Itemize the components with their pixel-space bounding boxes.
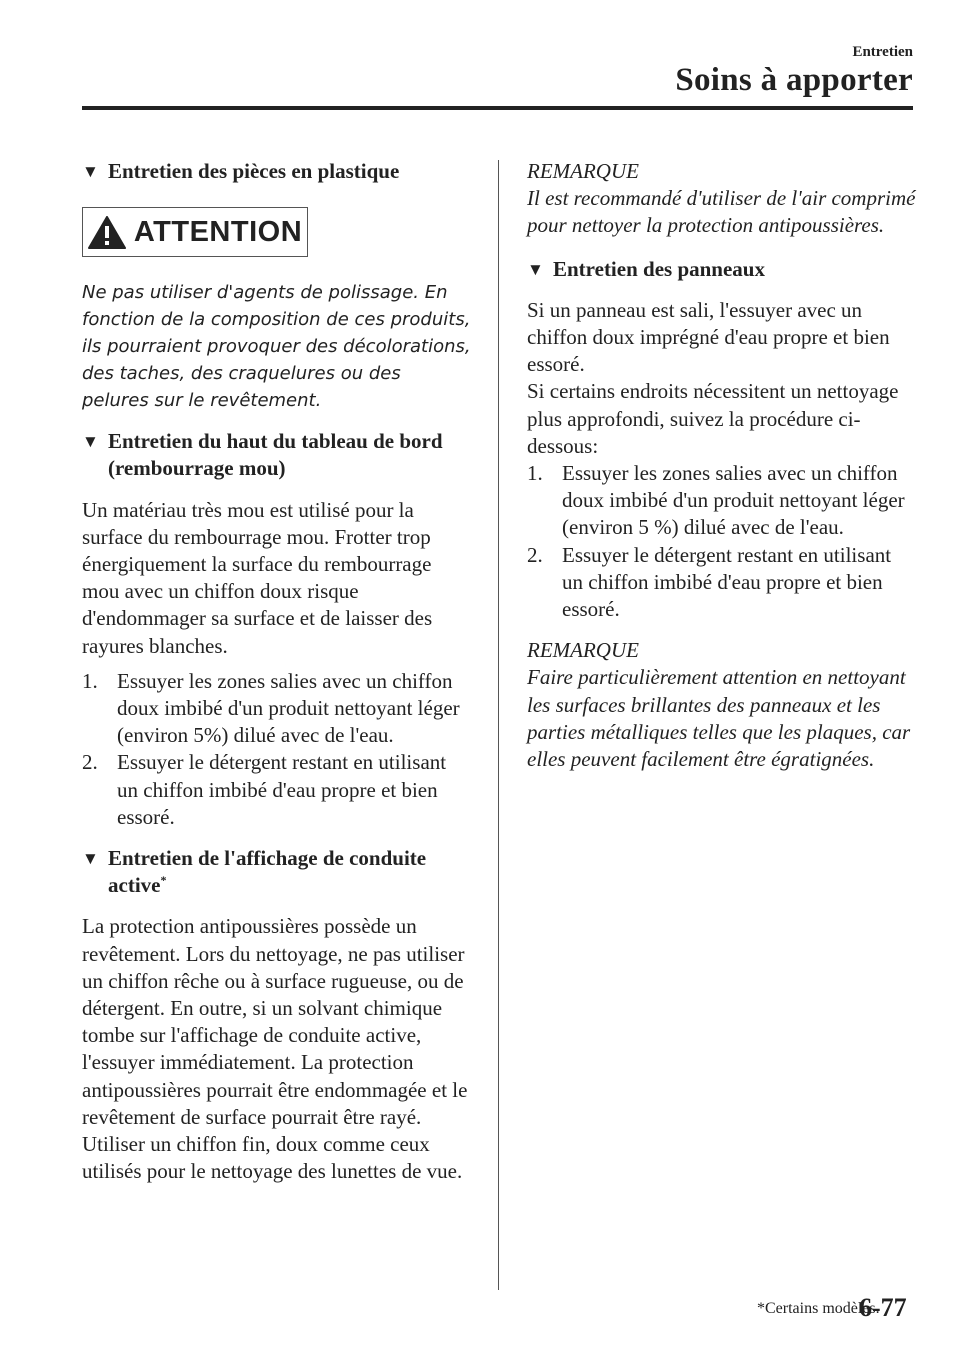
step-text: Essuyer le détergent restant en utilisant un chiffon imbibé d'eau propre et bien essoré. — [117, 750, 447, 829]
heading-text: Entretien des panneaux — [553, 256, 765, 281]
list-item — [527, 460, 917, 542]
triangle-down-icon: ▼ — [82, 849, 99, 869]
section-heading — [82, 158, 472, 185]
page-title: Soins à apporter — [675, 62, 913, 98]
step-number: 2. — [82, 750, 98, 775]
footnote-mark: * — [160, 873, 167, 888]
section-heading — [82, 428, 472, 482]
step-list — [82, 668, 472, 831]
header-section-label: Entretien — [852, 44, 913, 60]
triangle-down-icon: ▼ — [82, 162, 99, 181]
heading-text: Entretien de l'affichage de conduite active — [108, 846, 427, 898]
right-column — [527, 158, 917, 789]
note-text: Faire particulièrement attention en nettoyant les surfaces brillantes des panneaux et les parties métalliques telles que les plaques, car elles peuvent facilement être égratignées. — [527, 665, 911, 772]
triangle-down-icon: ▼ — [82, 432, 99, 452]
column-divider — [498, 160, 499, 1290]
paragraph: La protection antipoussières possède un revêtement. Lors du nettoyage, ne pas utiliser un chiffon rêche ou à surface rugueuse, ou de détergent. En outre, si un solvant chimique tombe sur l'affichage de conduite active, l'essuyer immédiatement. La protection antipoussières pourrait être endommagée et le revêtement de surface pourrait être rayé. Utiliser un chiffon fin, doux comme ceux utilisés pour le nettoyage des lunettes de vue. — [82, 914, 468, 1184]
step-text: Essuyer les zones salies avec un chiffon doux imbibé d'un produit nettoyant léger (environ 5 %) dilué avec de l'eau. — [562, 461, 905, 540]
step-text: Essuyer le détergent restant en utilisant un chiffon imbibé d'eau propre et bien essoré. — [562, 542, 892, 622]
triangle-down-icon: ▼ — [527, 259, 544, 279]
heading-text: Entretien des pièces en plastique — [108, 159, 400, 183]
note-text: Il est recommandé d'utiliser de l'air comprimé pour nettoyer la protection antipoussières. — [527, 186, 916, 238]
warning-triangle-icon — [88, 216, 126, 249]
paragraph: Si un panneau est sali, l'essuyer avec un chiffon doux imprégné d'eau propre et bien essoré. — [527, 297, 890, 377]
step-text: Essuyer les zones salies avec un chiffon doux imbibé d'un produit nettoyant léger (environ 5%) dilué avec de l'eau. — [117, 668, 460, 748]
list-item — [82, 749, 472, 831]
note-block — [527, 158, 917, 240]
attention-label: ATTENTION — [133, 215, 303, 248]
header-rule — [82, 106, 913, 110]
attention-text: Ne pas utiliser d'agents de polissage. En fonction de la composition de ces produits, ils pourraient provoquer des décolorations, des taches, des craquelures ou des pelures sur le revêtement. — [82, 282, 471, 412]
left-column — [82, 158, 472, 1193]
list-item — [82, 668, 472, 750]
note-label: REMARQUE — [527, 159, 639, 183]
list-item — [527, 542, 917, 624]
page-number: 6-77 — [859, 1293, 907, 1322]
section-heading — [527, 256, 917, 283]
paragraph: Si certains endroits nécessitent un nettoyage plus approfondi, suivez la procédure ci-dessous: — [527, 379, 899, 458]
note-block — [527, 637, 917, 773]
step-number: 1. — [527, 461, 543, 486]
attention-box — [82, 207, 308, 257]
footnote: *Certains modèles. — [757, 1300, 880, 1317]
step-number: 1. — [82, 668, 98, 693]
heading-text: Entretien du haut du tableau de bord (rembourrage mou) — [108, 429, 443, 481]
section-heading — [82, 845, 472, 899]
step-number: 2. — [527, 542, 543, 567]
step-list — [527, 460, 917, 623]
note-label: REMARQUE — [527, 638, 639, 663]
paragraph: Un matériau très mou est utilisé pour la surface du rembourrage mou. Frotter trop énergiquement la surface du rembourrage mou avec un chiffon doux risque d'endommager sa surface et de laisser des rayures blanches. — [82, 497, 433, 658]
